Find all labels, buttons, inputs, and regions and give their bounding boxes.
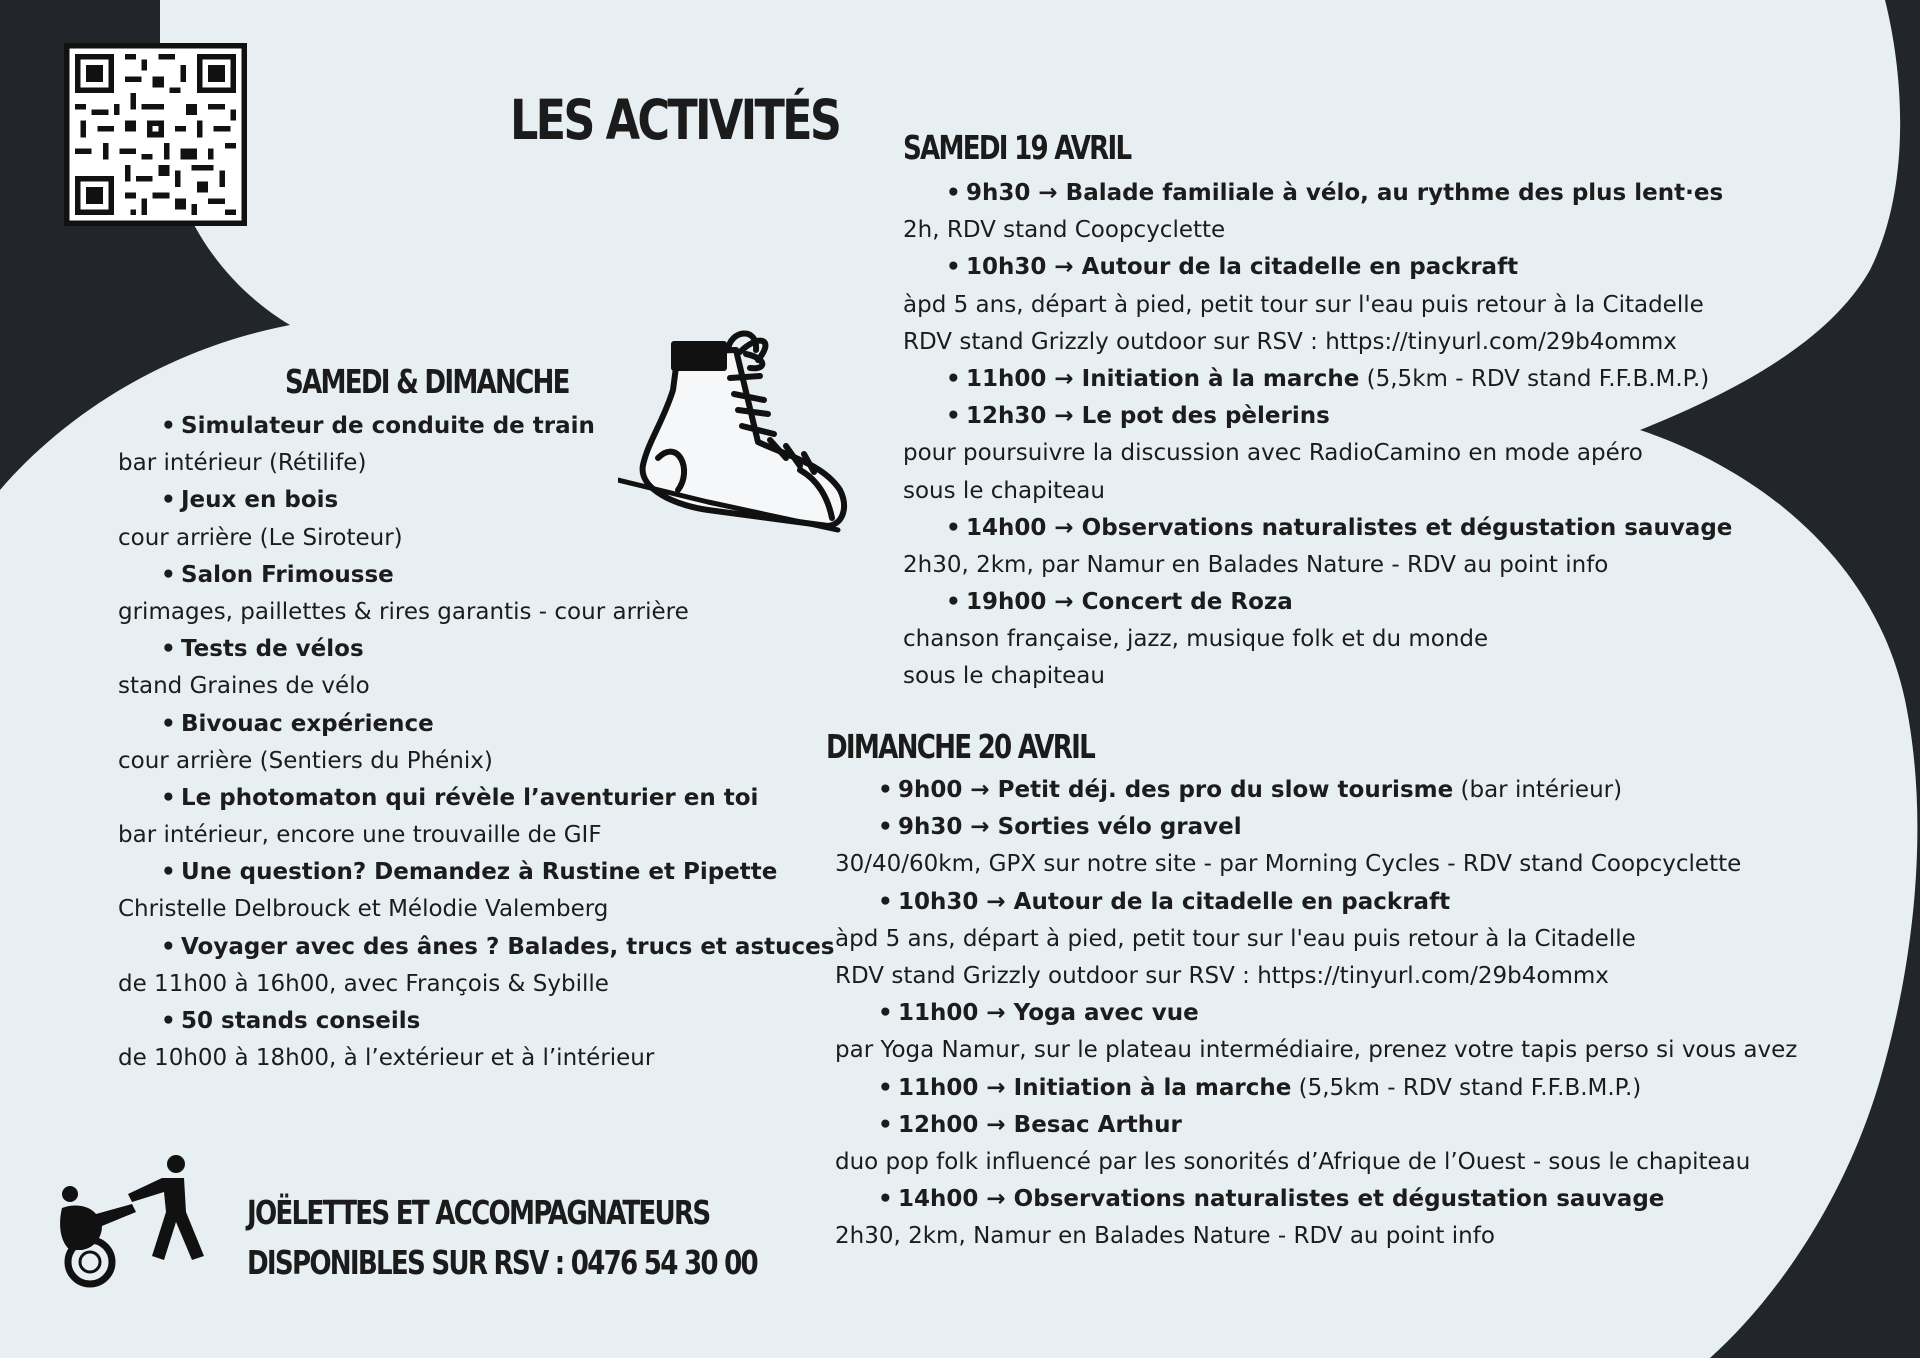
activity-name: 11h00 → Yoga avec vue (898, 1000, 1199, 1027)
bullet-icon: • (161, 710, 176, 737)
activity-item (118, 929, 835, 966)
joelettes-phone: DISPONIBLES SUR RSV : 0476 54 30 00 (247, 1243, 757, 1282)
activity-name: Bivouac expérience (181, 710, 434, 737)
bullet-icon: • (946, 514, 961, 541)
activity-item (903, 398, 1863, 435)
bullet-icon: • (161, 561, 176, 588)
activity-item (835, 1181, 1895, 1218)
activity-description: stand Graines de vélo (118, 673, 370, 700)
activity-name: 10h30 → Autour de la citadelle en packraft (898, 888, 1451, 915)
bullet-icon: • (878, 1111, 893, 1138)
joelettes-info: JOËLETTES ET ACCOMPAGNATEURS (247, 1193, 710, 1232)
activity-name: Simulateur de conduite de train (181, 413, 595, 439)
activity-description: bar intérieur (Rétilife) (118, 450, 367, 477)
activity-item (118, 408, 758, 445)
activity-item (835, 1107, 1895, 1144)
activity-description: 30/40/60km, GPX sur notre site - par Morning Cycles - RDV stand Coopcyclette (835, 851, 1742, 878)
activity-name: Tests de vélos (181, 636, 364, 663)
activity-item (118, 854, 778, 891)
bullet-icon: • (878, 888, 893, 915)
activity-item (903, 361, 1863, 398)
joelette-wheelchair-icon (52, 1152, 224, 1292)
activity-item (903, 249, 1863, 286)
activity-description: de 11h00 à 16h00, avec François & Sybille (118, 970, 609, 997)
bullet-icon: • (946, 254, 961, 281)
bullet-icon: • (161, 933, 176, 960)
activity-item (835, 1070, 1895, 1107)
activity-name: 19h00 → Concert de Roza (966, 589, 1293, 616)
activity-note: (5,5km - RDV stand F.F.B.M.P.) (1359, 365, 1710, 392)
activity-item (835, 995, 1895, 1032)
activity-description: chanson française, jazz, musique folk et du monde (903, 626, 1489, 653)
activity-description: bar intérieur, encore une trouvaille de GIF (118, 822, 602, 849)
bullet-icon: • (161, 1008, 176, 1034)
activity-description: Christelle Delbrouck et Mélodie Valemberg (118, 896, 609, 923)
bullet-icon: • (946, 403, 961, 430)
bullet-icon: • (161, 859, 176, 886)
activity-note: (5,5km - RDV stand F.F.B.M.P.) (1291, 1074, 1642, 1101)
bullet-icon: • (878, 814, 893, 841)
activity-name: 12h00 → Besac Arthur (898, 1111, 1182, 1138)
activity-name: 9h30 → Sorties vélo gravel (898, 814, 1242, 841)
activity-item (118, 1003, 758, 1040)
activity-description: duo pop folk influencé par les sonorités d’Afrique de l’Ouest - sous le chapiteau (835, 1148, 1751, 1175)
activity-name: Jeux en bois (181, 487, 339, 514)
activity-description: par Yoga Namur, sur le plateau intermédiaire, prenez votre tapis perso si vous avez (835, 1037, 1798, 1064)
activity-item (118, 706, 758, 743)
activity-name: 11h00 → Initiation à la marche (898, 1074, 1292, 1101)
sunday-activity-list (835, 772, 1895, 1255)
weekend-heading: SAMEDI & DIMANCHE (285, 362, 569, 401)
activity-item (118, 631, 758, 668)
activity-name: 9h00 → Petit déj. des pro du slow tourisme (898, 777, 1454, 803)
activity-name: 12h30 → Le pot des pèlerins (966, 403, 1330, 430)
activity-description: RDV stand Grizzly outdoor sur RSV : https://tinyurl.com/29b4ommx (903, 328, 1677, 355)
activity-item (118, 557, 758, 594)
activity-item (903, 510, 1863, 547)
bullet-icon: • (946, 365, 961, 392)
activity-description: sous le chapiteau (903, 663, 1105, 690)
activity-item (903, 175, 1863, 212)
page-title: LES ACTIVITÉS (510, 88, 840, 152)
activity-name: 9h30 → Balade familiale à vélo, au rythme des plus lent·es (966, 180, 1724, 206)
activity-name: 14h00 → Observations naturalistes et dégustation sauvage (898, 1186, 1665, 1213)
bullet-icon: • (878, 1186, 893, 1213)
saturday-activity-list (903, 175, 1863, 696)
activity-description: cour arrière (Sentiers du Phénix) (118, 747, 493, 774)
bullet-icon: • (946, 589, 961, 616)
bullet-icon: • (878, 1074, 893, 1101)
activity-item (835, 884, 1895, 921)
bullet-icon: • (946, 180, 961, 206)
bullet-icon: • (878, 1000, 893, 1027)
bullet-icon: • (161, 487, 176, 514)
activity-item (118, 482, 758, 519)
activity-name: Une question? Demandez à Rustine et Pipette (181, 859, 778, 886)
activity-description: cour arrière (Le Siroteur) (118, 524, 403, 551)
saturday-heading: SAMEDI 19 AVRIL (903, 128, 1131, 167)
activity-name: Voyager avec des ânes ? Balades, trucs et astuces (181, 933, 835, 960)
activity-description: pour poursuivre la discussion avec RadioCamino en mode apéro (903, 440, 1643, 467)
activity-item (835, 772, 1895, 809)
activity-description: àpd 5 ans, départ à pied, petit tour sur l'eau puis retour à la Citadelle (835, 925, 1636, 952)
bullet-icon: • (161, 413, 176, 439)
activity-description: 2h30, 2km, par Namur en Balades Nature - RDV au point info (903, 551, 1609, 578)
bullet-icon: • (878, 777, 893, 803)
activity-description: 2h, RDV stand Coopcyclette (903, 217, 1226, 244)
activity-name: 50 stands conseils (181, 1008, 421, 1034)
activity-item (903, 584, 1863, 621)
activity-description: 2h30, 2km, Namur en Balades Nature - RDV au point info (835, 1223, 1495, 1250)
activity-name: 14h00 → Observations naturalistes et dégustation sauvage (966, 514, 1733, 541)
activity-note: (bar intérieur) (1453, 777, 1623, 803)
activity-description: sous le chapiteau (903, 477, 1105, 504)
sunday-heading: DIMANCHE 20 AVRIL (826, 727, 1094, 766)
bullet-icon: • (161, 784, 176, 811)
activity-description: àpd 5 ans, départ à pied, petit tour sur l'eau puis retour à la Citadelle (903, 291, 1704, 318)
qr-code-icon[interactable] (64, 43, 247, 226)
weekend-activity-list (118, 408, 835, 1077)
activity-description: de 10h00 à 18h00, à l’extérieur et à l’intérieur (118, 1045, 655, 1072)
activity-item (835, 809, 1895, 846)
activity-description: RDV stand Grizzly outdoor sur RSV : https://tinyurl.com/29b4ommx (835, 962, 1609, 989)
activity-name: 10h30 → Autour de la citadelle en packraft (966, 254, 1519, 281)
activity-name: Le photomaton qui révèle l’aventurier en toi (181, 784, 759, 811)
activity-name: Salon Frimousse (181, 561, 394, 588)
bullet-icon: • (161, 636, 176, 663)
activity-item (118, 780, 758, 817)
activity-description: grimages, paillettes & rires garantis - cour arrière (118, 598, 689, 625)
activity-name: 11h00 → Initiation à la marche (966, 365, 1360, 392)
